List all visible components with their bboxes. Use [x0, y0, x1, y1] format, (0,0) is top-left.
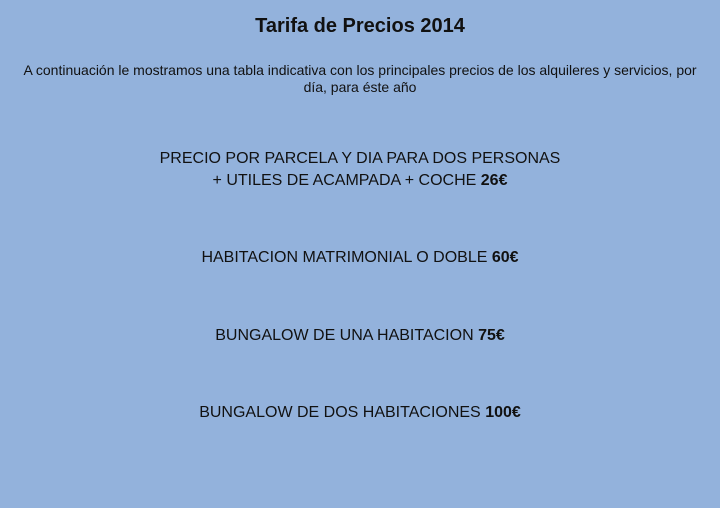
price-item-line-1: PRECIO POR PARCELA Y DIA PARA DOS PERSONAS — [159, 150, 561, 167]
price-item-bungalow-dos-habitaciones — [0, 402, 720, 424]
price-item-habitacion-doble — [0, 247, 720, 269]
price-amount: 60€ — [491, 249, 519, 266]
price-item-label: BUNGALOW DE UNA HABITACION — [215, 327, 474, 344]
price-item-bungalow-una-habitacion — [0, 325, 720, 347]
price-item-parcela — [0, 148, 720, 192]
intro-text: A continuación le mostramos una tabla indicativa con los principales precios de los alquileres y servicios, por día, para éste año — [23, 62, 697, 95]
price-item-label: + UTILES DE ACAMPADA + COCHE — [212, 172, 477, 189]
price-item-label: BUNGALOW DE DOS HABITACIONES — [199, 404, 481, 421]
price-item-label: HABITACION MATRIMONIAL O DOBLE — [201, 249, 488, 266]
price-item-line-2 — [0, 170, 720, 192]
page-title: Tarifa de Precios 2014 — [255, 15, 465, 37]
price-amount: 75€ — [478, 327, 505, 344]
price-amount: 26€ — [480, 172, 508, 189]
price-amount: 100€ — [485, 404, 521, 421]
